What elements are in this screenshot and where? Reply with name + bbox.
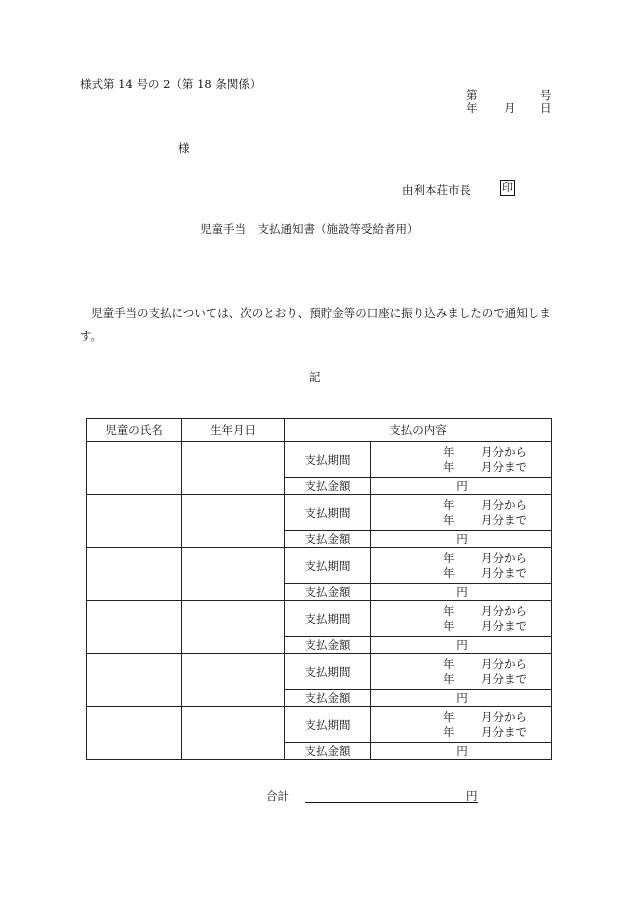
period-value [371,707,552,743]
child-name-cell [87,495,182,548]
period-from-year: 年 [443,550,455,565]
date-day: 日 [540,101,552,115]
amount-value: 円 [371,478,552,495]
period-label: 支払期間 [285,442,371,478]
header-child-name: 児童の氏名 [87,419,182,442]
table-row [87,601,552,637]
amount-value: 円 [371,690,552,707]
birth-date-cell [182,601,285,654]
period-from-month: 月分から [481,709,527,724]
table-row [87,548,552,584]
birth-date-cell [182,495,285,548]
period-to-month: 月分まで [481,724,527,739]
period-value [371,495,552,531]
period-label: 支払期間 [285,548,371,584]
header-payment-content: 支払の内容 [285,419,552,442]
period-to-month: 月分まで [481,565,527,580]
amount-label: 支払金額 [285,690,371,707]
period-label: 支払期間 [285,601,371,637]
birth-date-cell [182,548,285,601]
period-to-year: 年 [443,724,455,739]
period-to-month: 月分まで [481,618,527,633]
total-label: 合計 [266,789,289,803]
notice-body: 児童手当の支払については、次のとおり、預貯金等の口座に振り込みましたので通知します。 [80,306,551,343]
child-name-cell [87,548,182,601]
period-label: 支払期間 [285,495,371,531]
table-row [87,442,552,478]
period-from-year: 年 [443,603,455,618]
period-value [371,601,552,637]
period-from-month: 月分から [481,656,527,671]
period-from-year: 年 [443,444,455,459]
total-amount-line [305,802,478,803]
amount-label: 支払金額 [285,478,371,495]
period-from-month: 月分から [481,603,527,618]
table-row [87,654,552,690]
number-suffix: 号 [540,88,552,102]
period-from-year: 年 [443,709,455,724]
ki-marker: 記 [309,370,321,384]
issuer-name: 由利本荘市長 [402,183,471,197]
period-value [371,548,552,584]
period-to-month: 月分まで [481,512,527,527]
birth-date-cell [182,442,285,495]
table-header-row [87,419,552,442]
total-yen: 円 [466,789,478,803]
period-from-month: 月分から [481,497,527,512]
birth-date-cell [182,654,285,707]
payment-table [86,418,552,760]
seal-stamp: 印 [502,181,513,194]
form-number: 様式第 14 号の 2（第 18 条関係） [80,77,262,91]
amount-value: 円 [371,531,552,548]
amount-label: 支払金額 [285,584,371,601]
child-name-cell [87,654,182,707]
period-from-month: 月分から [481,444,527,459]
period-value [371,442,552,478]
number-prefix: 第 [466,88,478,102]
date-month: 月 [504,101,516,115]
period-to-year: 年 [443,565,455,580]
period-to-month: 月分まで [481,671,527,686]
period-label: 支払期間 [285,707,371,743]
period-to-year: 年 [443,459,455,474]
period-to-month: 月分まで [481,459,527,474]
addressee-honorific: 様 [178,141,190,155]
document-number-date [466,89,554,115]
period-to-year: 年 [443,671,455,686]
amount-value: 円 [371,584,552,601]
header-birth-date: 生年月日 [182,419,285,442]
amount-value: 円 [371,743,552,760]
amount-label: 支払金額 [285,637,371,654]
amount-label: 支払金額 [285,743,371,760]
period-to-year: 年 [443,512,455,527]
period-label: 支払期間 [285,654,371,690]
period-from-year: 年 [443,497,455,512]
period-from-year: 年 [443,656,455,671]
period-value [371,654,552,690]
period-to-year: 年 [443,618,455,633]
table-row [87,707,552,743]
birth-date-cell [182,707,285,760]
amount-label: 支払金額 [285,531,371,548]
amount-value: 円 [371,637,552,654]
child-name-cell [87,707,182,760]
period-from-month: 月分から [481,550,527,565]
date-year: 年 [466,101,478,115]
issue-date [466,102,554,115]
table-row [87,495,552,531]
child-name-cell [87,442,182,495]
child-name-cell [87,601,182,654]
document-title: 児童手当 支払通知書（施設等受給者用） [200,222,419,236]
